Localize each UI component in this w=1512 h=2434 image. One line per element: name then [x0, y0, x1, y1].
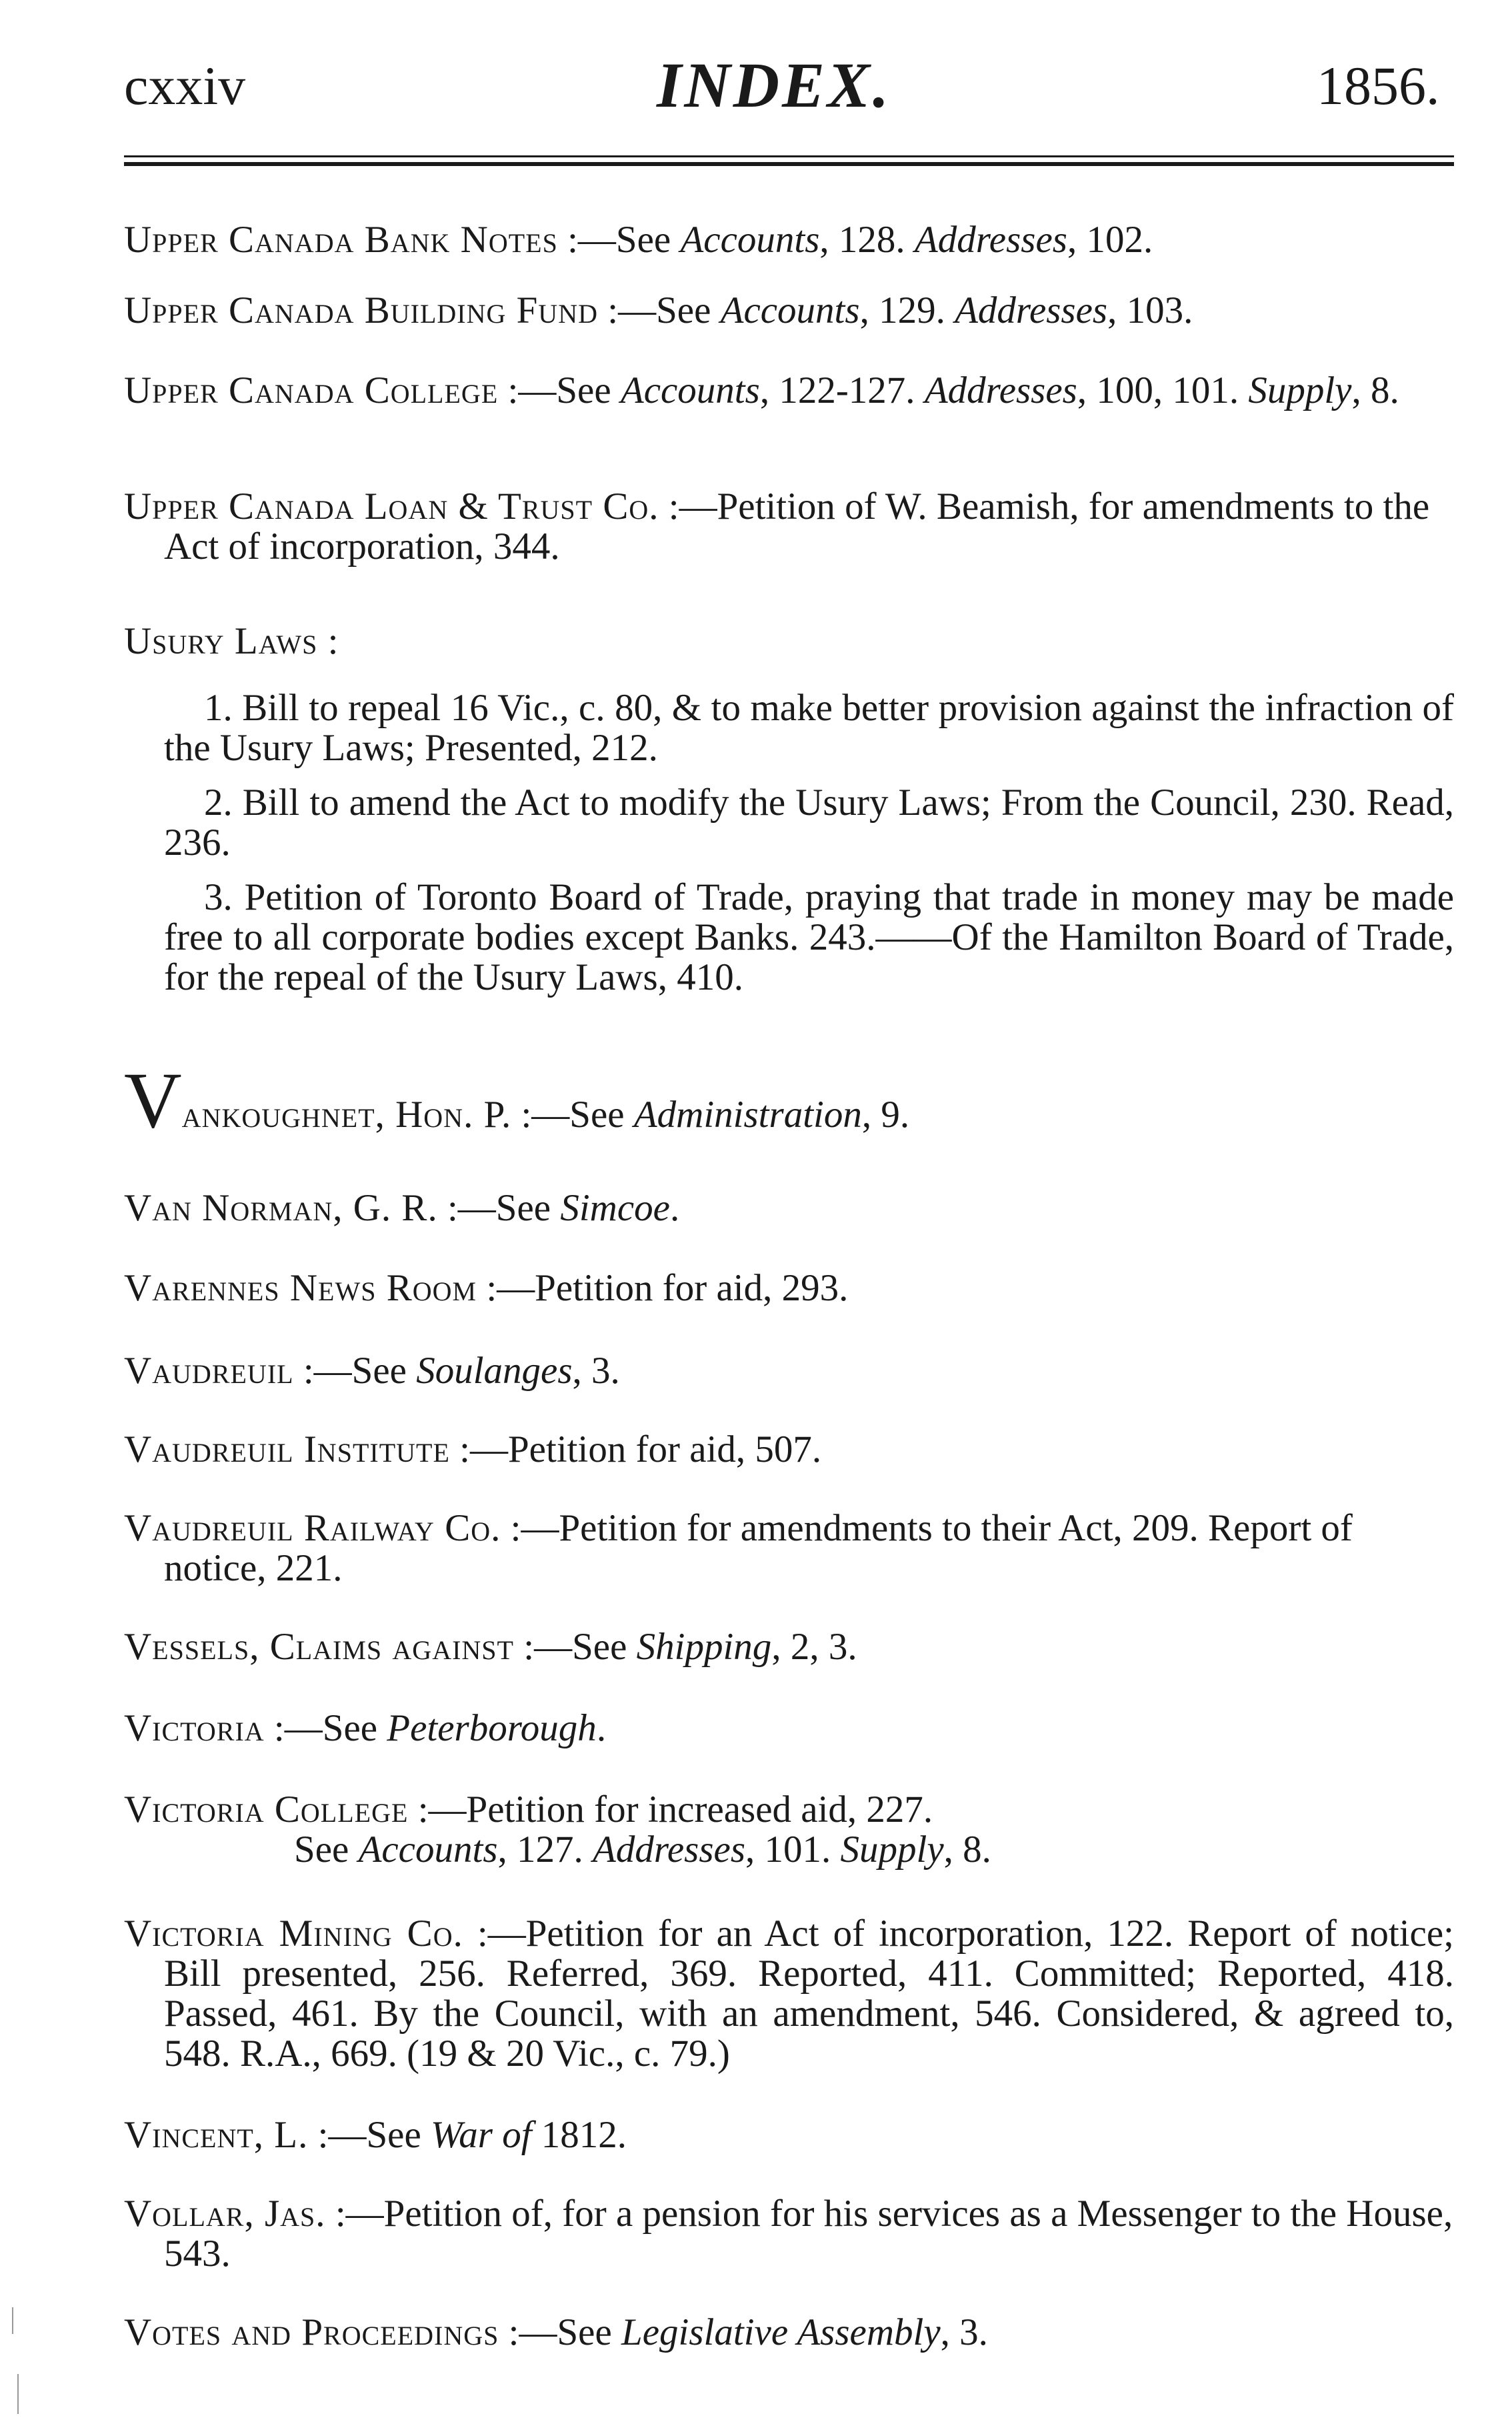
- cross-reference: Addresses: [593, 1829, 746, 1871]
- index-entry: [124, 1914, 1454, 2074]
- index-entry: [124, 2194, 1454, 2274]
- entry-heading: Victoria Mining Co.: [124, 1913, 463, 1955]
- entry-text: :—See: [498, 369, 621, 411]
- cross-reference: Legislative Assembly: [621, 2311, 941, 2353]
- entry-heading: Vaudreuil Institute: [124, 1428, 450, 1470]
- entry-heading: Upper Canada Bank Notes: [124, 219, 558, 261]
- index-entry: [124, 487, 1454, 567]
- cross-reference: Supply: [840, 1829, 944, 1871]
- entry-text: , 8.: [1351, 369, 1399, 411]
- index-entry: [124, 1188, 1454, 1228]
- index-entry: [124, 1627, 1454, 1667]
- entry-heading: Usury Laws :: [124, 620, 339, 662]
- entry-text: , 3.: [572, 1350, 620, 1392]
- entry-text: :—See: [499, 2311, 622, 2353]
- index-entry: [124, 2115, 1454, 2155]
- cross-reference: Soulanges: [416, 1350, 573, 1392]
- entry-heading: Upper Canada Building Fund: [124, 289, 598, 331]
- entry-heading: Varennes News Room: [124, 1267, 477, 1309]
- index-entry: [124, 220, 1454, 260]
- cross-reference: Simcoe: [560, 1187, 670, 1229]
- cross-reference: Supply: [1248, 369, 1352, 411]
- entry-text: , 102.: [1067, 219, 1153, 261]
- entry-heading: Victoria College: [124, 1788, 409, 1831]
- sub-entry: 3. Petition of Toronto Board of Trade, praying that trade in money may be made free to all corporate bodies except Banks. 243.——Of the Hamilton Board of Trade, for the repeal of the Usury Laws, 410.: [164, 876, 1454, 998]
- page-number: cxxiv: [124, 55, 246, 116]
- header-rule-thick: [124, 162, 1454, 166]
- cross-reference: Accounts: [620, 369, 760, 411]
- entry-text: , 129.: [859, 289, 955, 331]
- entry-text: 1812.: [531, 2114, 627, 2156]
- entry-text: :—Petition for aid, 507.: [449, 1428, 822, 1470]
- entry-heading: Upper Canada Loan & Trust Co.: [124, 485, 659, 527]
- entry-text: :—See: [264, 1707, 387, 1749]
- cross-reference: Shipping: [636, 1626, 772, 1668]
- entry-text: :—Petition for aid, 293.: [477, 1267, 849, 1309]
- index-entry: [124, 1508, 1454, 1588]
- cross-reference: War of: [431, 2114, 532, 2156]
- entry-text: , 8.: [943, 1829, 991, 1871]
- index-entry: [124, 1056, 1454, 1144]
- cross-reference: Accounts: [680, 219, 820, 261]
- entry-heading: Upper Canada College: [124, 369, 499, 411]
- entry-text: :—Petition for increased aid, 227.: [408, 1788, 933, 1831]
- entry-text: :—See: [308, 2114, 431, 2156]
- index-entry: [124, 1790, 1454, 1870]
- entry-heading: Vollar, Jas.: [124, 2193, 326, 2235]
- page-year: 1856.: [1317, 55, 1440, 116]
- page-title: INDEX.: [657, 49, 892, 121]
- cross-reference: Addresses: [955, 289, 1108, 331]
- entry-text: , 103.: [1107, 289, 1193, 331]
- scan-mark: [17, 2374, 19, 2414]
- entry-text: :—Petition for amendments to their Act, 209. Report of notice, 221.: [164, 1507, 1353, 1589]
- index-entry: [124, 622, 1454, 998]
- entry-heading: Vaudreuil Railway Co.: [124, 1507, 501, 1549]
- entry-text: , 128.: [819, 219, 915, 261]
- index-entry: [124, 371, 1454, 411]
- index-entry: [124, 291, 1454, 331]
- entry-heading: Vaudreuil: [124, 1350, 294, 1392]
- entry-text: :—See: [557, 219, 681, 261]
- entry-text: , 3.: [940, 2311, 988, 2353]
- index-entry: [124, 2313, 1454, 2353]
- cross-reference: Addresses: [924, 369, 1077, 411]
- entry-text: , 122-127.: [759, 369, 925, 411]
- cross-reference: Peterborough: [387, 1707, 597, 1749]
- index-entry: [124, 1351, 1454, 1391]
- entry-text: , 101.: [745, 1829, 841, 1871]
- entry-heading: Van Norman, G. R.: [124, 1187, 438, 1229]
- sub-entry: 2. Bill to amend the Act to modify the Usury Laws; From the Council, 230. Read, 236.: [164, 782, 1454, 864]
- entry-heading: ankoughnet, Hon. P.: [181, 1094, 512, 1136]
- entry-text: :—See: [513, 1626, 637, 1668]
- entry-text: :—Petition for an Act of incorporation, 122. Report of notice; Bill presented, 256. Referred, 369. Reported, 411. Committed; Reported, 418. Passed, 461. By the Council, with an amendment, 546. Considered, & agreed to, 548. R.A., 669. (19 & 20 Vic., c. 79.): [164, 1913, 1454, 2075]
- entry-text: , 100, 101.: [1077, 369, 1249, 411]
- entry-text: :—See: [437, 1187, 561, 1229]
- entry-text: See: [294, 1829, 359, 1871]
- sub-entry: 1. Bill to repeal 16 Vic., c. 80, & to make better provision against the infraction of the Usury Laws; Presented, 212.: [164, 687, 1454, 769]
- index-entry: [124, 1708, 1454, 1748]
- entry-heading: Victoria: [124, 1707, 265, 1749]
- entry-text: , 127.: [497, 1829, 593, 1871]
- cross-reference: Accounts: [358, 1829, 498, 1871]
- entry-text: .: [669, 1187, 680, 1229]
- entry-text: .: [596, 1707, 607, 1749]
- index-entry: [124, 1268, 1454, 1308]
- entry-text: :—See: [597, 289, 721, 331]
- cross-reference: Addresses: [914, 219, 1067, 261]
- scan-mark: [12, 2307, 13, 2334]
- entry-text: , 2, 3.: [771, 1626, 857, 1668]
- section-initial: V: [124, 1056, 182, 1144]
- index-entry: [124, 1430, 1454, 1470]
- entry-text: , 9.: [861, 1094, 910, 1136]
- entry-text: :—Petition of W. Beamish, for amendments to the Act of incorporation, 344.: [164, 485, 1430, 567]
- cross-reference: Accounts: [720, 289, 860, 331]
- entry-text: :—See: [511, 1094, 634, 1136]
- entry-heading: Vincent, L.: [124, 2114, 309, 2156]
- entry-heading: Vessels, Claims against: [124, 1626, 514, 1668]
- entry-heading: Votes and Proceedings: [124, 2311, 499, 2353]
- entry-text: :—Petition of, for a pension for his services as a Messenger to the House, 543.: [164, 2193, 1453, 2275]
- cross-reference: Administration: [633, 1094, 862, 1136]
- entry-text: :—See: [293, 1350, 417, 1392]
- header-rule-thin: [124, 155, 1454, 157]
